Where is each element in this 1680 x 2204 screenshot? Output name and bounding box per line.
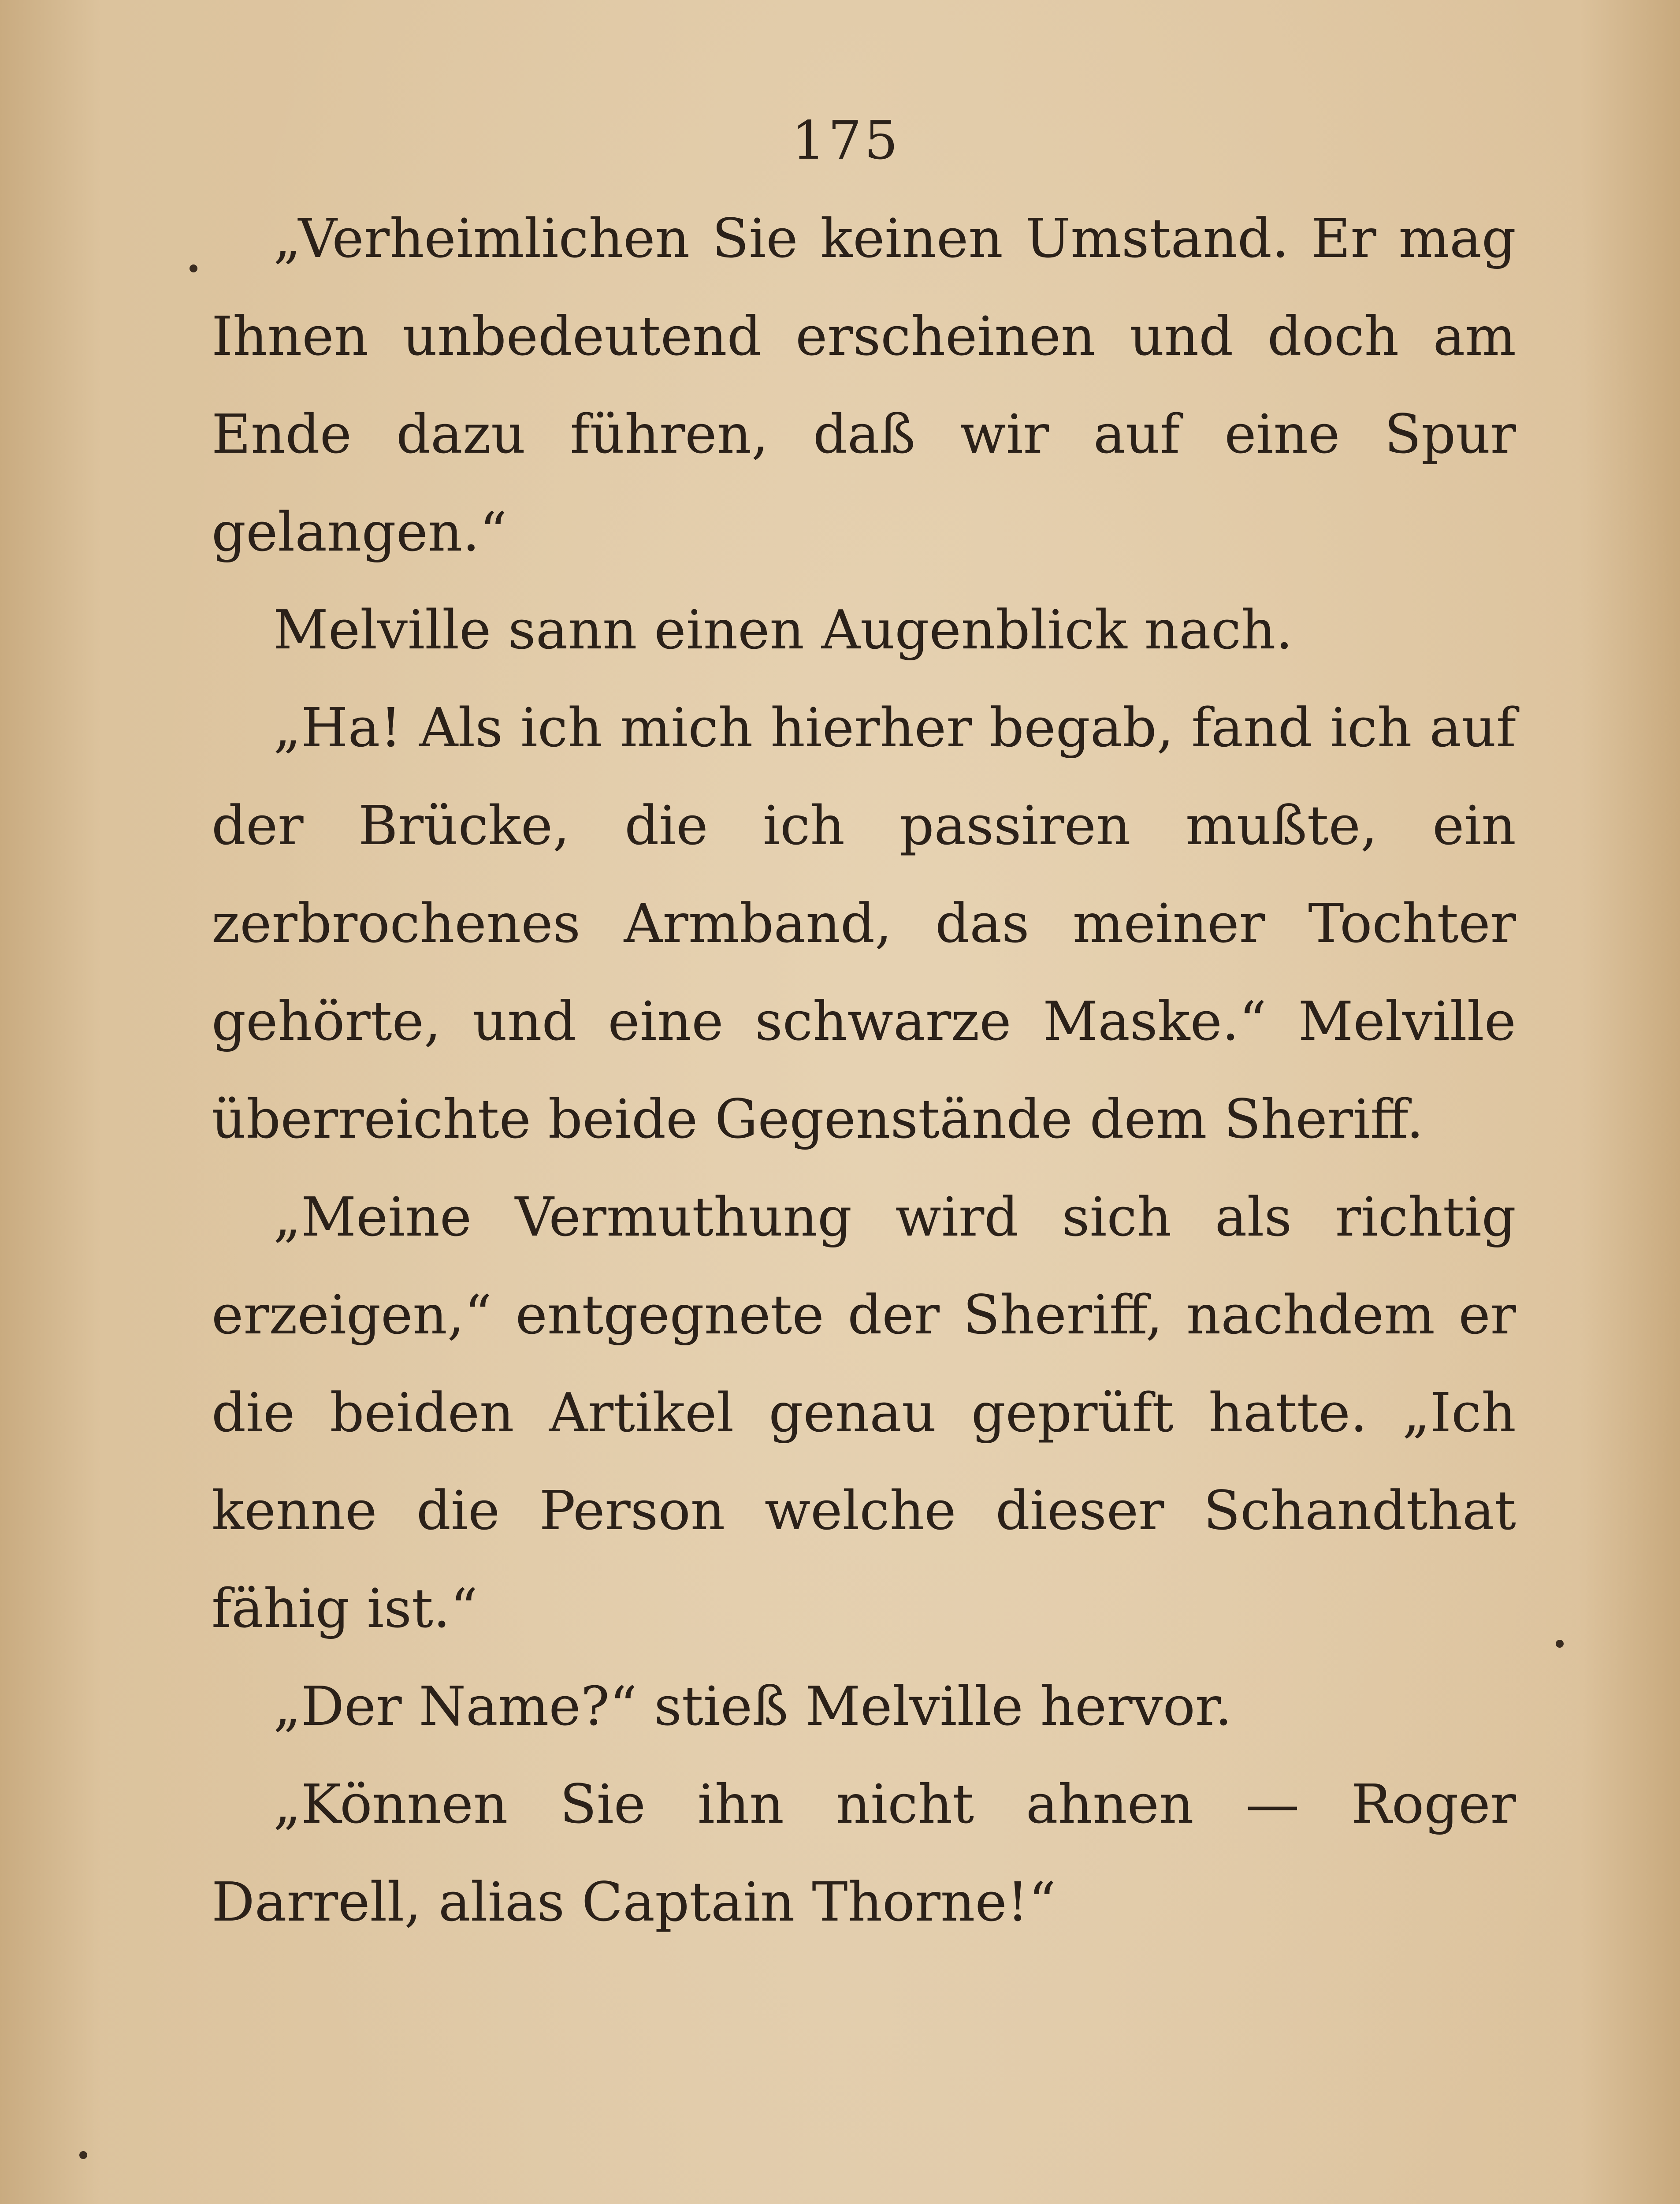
paragraph-6: „Können Sie ihn nicht ahnen — Roger Darrell, alias Captain Thorne!“ <box>212 1773 1516 1933</box>
paragraph-2: Melville sann einen Augenblick nach. <box>273 599 1293 661</box>
paper-speck <box>190 264 197 272</box>
paper-speck <box>79 2151 87 2159</box>
page-number: 175 <box>792 110 901 171</box>
paper-speck <box>1556 1640 1564 1648</box>
paragraph-1: „Verheimlichen Sie keinen Umstand. Er mag Ihnen unbedeutend erscheinen und doch am Ende dazu führen, daß wir auf eine Spur gelangen.“ <box>212 207 1516 563</box>
paragraph-4: „Meine Vermuthung wird sich als richtig erzeigen,“ entgegnete der Sheriff, nachdem er die beiden Artikel genau geprüft hatte. „Ich kenne die Person welche dieser Schandthat fähig ist.“ <box>212 1186 1516 1640</box>
paragraph-3: „Ha! Als ich mich hierher begab, fand ich auf der Brücke, die ich passiren mußte, ein zerbrochenes Armband, das meiner Tochter gehörte, und eine schwarze Maske.“ Melville überreichte beide Gegenstände dem Sheriff. <box>212 696 1516 1150</box>
body-text <box>212 190 1516 1951</box>
paragraph-5: „Der Name?“ stieß Melville hervor. <box>273 1675 1232 1738</box>
